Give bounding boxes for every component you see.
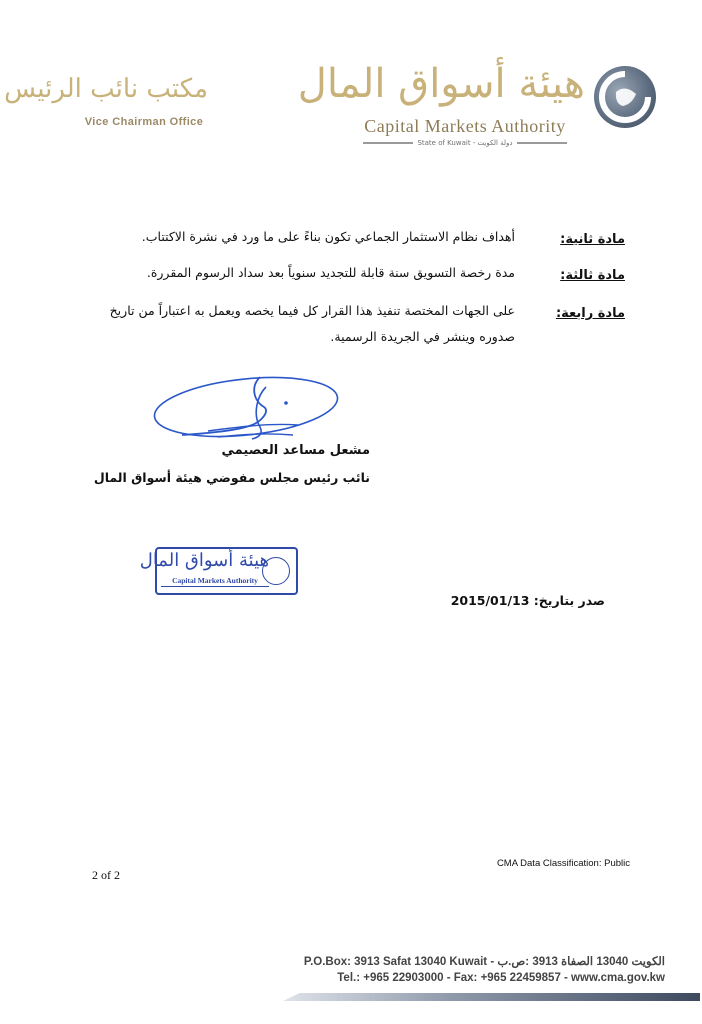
cma-state-line [355, 139, 575, 147]
page-number: 2 of 2 [92, 868, 120, 882]
globe-icon [262, 557, 290, 585]
article-2-text: أهداف نظام الاستثمار الجماعي تكون بناءً على ما ورد في نشرة الاكتتاب. [141, 229, 515, 244]
cma-english-name: Capital Markets Authority [364, 116, 566, 136]
office-arabic-name: مكتب نائب الرئيس [4, 74, 208, 104]
office-english-name: Vice Chairman Office [84, 116, 204, 128]
article-2-label: مادة ثانية: [560, 232, 625, 247]
divider [363, 142, 413, 144]
article-4-label: مادة رابعة: [555, 306, 625, 321]
issue-date: صدر بتاريخ: 2015/01/13 [450, 593, 605, 608]
stamp-arabic: هيئة أسواق المال [139, 550, 269, 571]
data-classification: CMA Data Classification: Public [496, 858, 630, 869]
article-3-label: مادة ثالثة: [560, 268, 625, 283]
stamp-underline [161, 586, 269, 590]
footer-address: P.O.Box: 3913 Safat 13040 Kuwait - الكويت 13040 الصفاة 3913 :ص.ب [303, 956, 665, 968]
article-4-text: على الجهات المختصة تنفيذ هذا القرار كل فيما يخصه ويعمل به اعتباراً من تاريخ صدوره وينشر في الجريدة الرسمية. [109, 303, 515, 344]
cma-arabic-name: هيئة أسواق المال [297, 61, 585, 107]
signatory-name: مشعل مساعد العصيمي [221, 443, 370, 458]
cma-logo [594, 66, 656, 128]
handwritten-signature [148, 365, 348, 455]
divider [517, 142, 567, 144]
official-stamp [139, 547, 298, 595]
cma-state-text: State of Kuwait - دولة الكويت [417, 139, 513, 147]
article-3-text: مدة رخصة التسويق سنة قابلة للتجديد سنوياً بعد سداد الرسوم المقررة. [146, 265, 515, 280]
stamp-english: Capital Markets Authority [172, 576, 258, 585]
footer-bar [283, 993, 700, 1001]
footer-contact: Tel.: +965 22903000 - Fax: +965 22459857 - www.cma.gov.kw [337, 972, 665, 984]
signatory-title: نائب رئيس مجلس مفوضي هيئة أسواق المال [93, 470, 370, 485]
